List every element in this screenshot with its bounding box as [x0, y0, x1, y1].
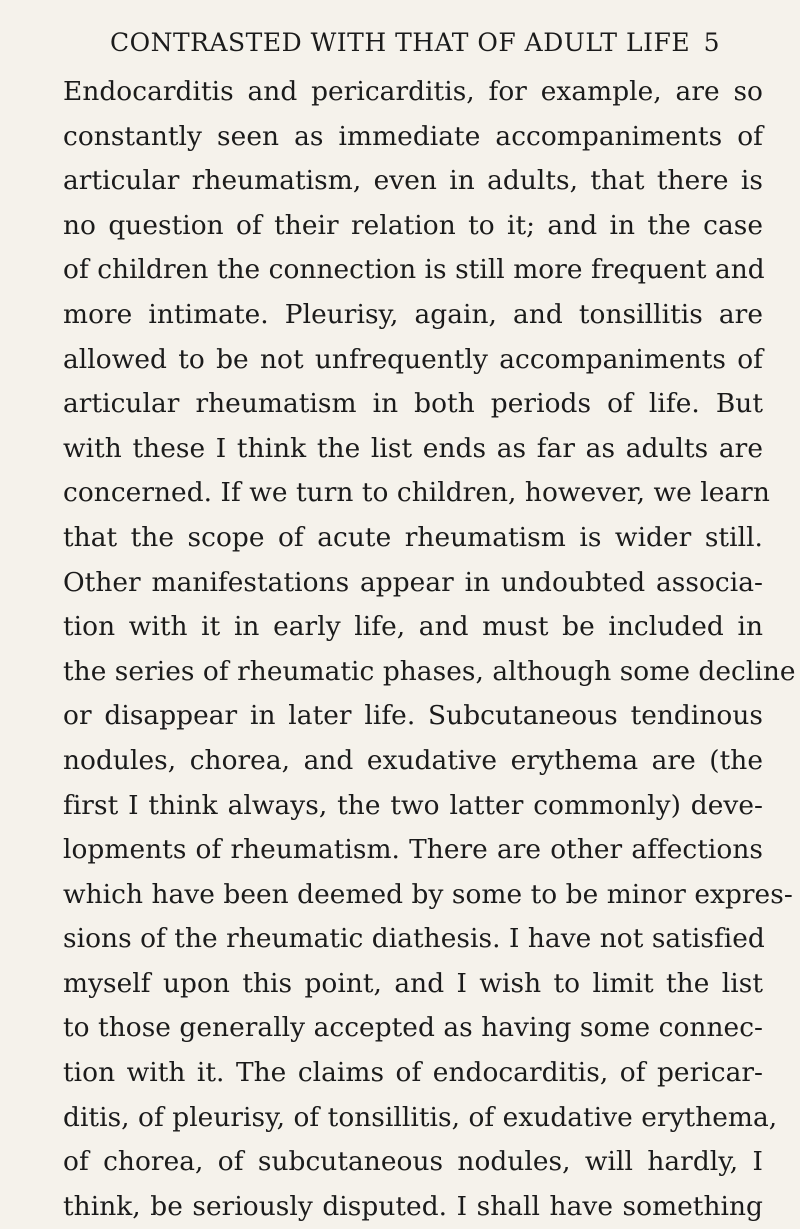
text-line: concerned. If we turn to children, however, we learn	[63, 477, 770, 509]
body-text	[63, 70, 796, 1229]
text-line: with these I think the list ends as far as adults are	[63, 432, 763, 464]
text-line: tion with it in early life, and must be included in	[63, 611, 763, 643]
text-line: which have been deemed by some to be minor expres-	[63, 878, 793, 910]
text-line: Endocarditis and pericarditis, for example, are so	[63, 76, 763, 107]
text-line: tion with it. The claims of endocarditis, of pericar-	[63, 1057, 763, 1089]
text-line: constantly seen as immediate accompaniments of	[63, 120, 763, 152]
text-line: ditis, of pleurisy, of tonsillitis, of exudative erythema,	[63, 1101, 778, 1133]
text-line: first I think always, the two latter commonly) deve-	[63, 789, 763, 821]
page-number: 5	[703, 28, 720, 57]
text-line: the series of rheumatic phases, although some decline	[63, 655, 796, 687]
text-line: articular rheumatism in both periods of life. But	[63, 388, 763, 420]
text-line: of children the connection is still more frequent and	[63, 254, 765, 286]
text-line: lopments of rheumatism. There are other affections	[63, 834, 763, 866]
text-line: or disappear in later life. Subcutaneous tendinous	[63, 700, 763, 732]
text-line: more intimate. Pleurisy, again, and tonsillitis are	[63, 298, 763, 330]
text-line: sions of the rheumatic diathesis. I have not satisfied	[63, 923, 765, 955]
text-line: that the scope of acute rheumatism is wider still.	[63, 521, 763, 553]
text-line: think, be seriously disputed. I shall have something	[63, 1190, 763, 1222]
text-line: of chorea, of subcutaneous nodules, will hardly, I	[63, 1146, 763, 1178]
text-line: to those generally accepted as having some connec-	[63, 1012, 763, 1044]
text-line: nodules, chorea, and exudative erythema are (the	[63, 744, 763, 776]
text-line: articular rheumatism, even in adults, that there is	[63, 165, 763, 197]
text-line: no question of their relation to it; and in the case	[63, 209, 763, 241]
text-line: Other manifestations appear in undoubted associa-	[63, 566, 763, 598]
text-line: allowed to be not unfrequently accompaniments of	[63, 343, 763, 375]
running-head-title: CONTRASTED WITH THAT OF ADULT LIFE	[110, 28, 691, 57]
text-line: myself upon this point, and I wish to limit the list	[63, 967, 763, 999]
running-head	[110, 28, 720, 58]
